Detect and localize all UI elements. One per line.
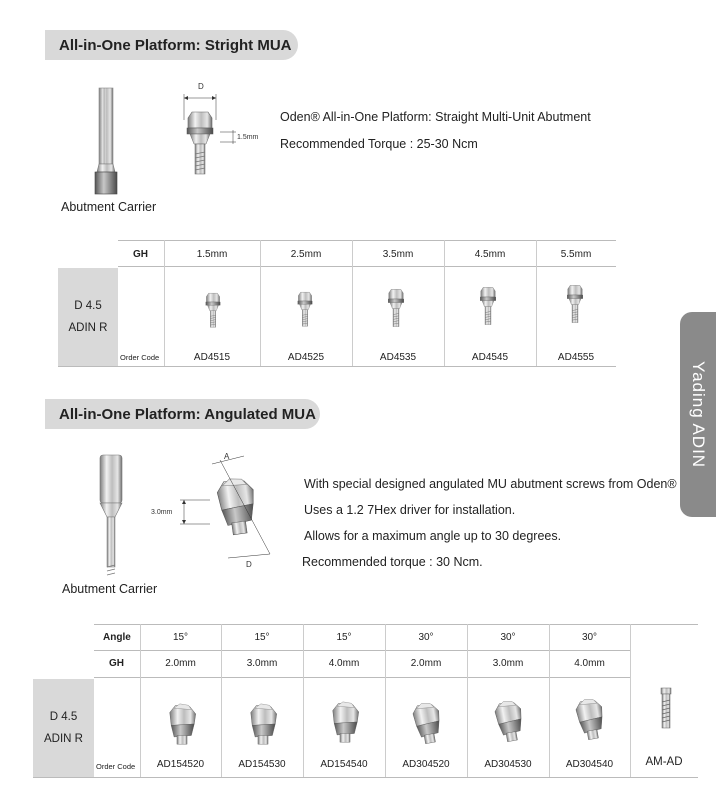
row-label-diameter: D 4.5 [74,300,102,312]
product-image-ad4555 [563,274,587,340]
section-title-text: All-in-One Platform: Angulated MUA [59,405,316,423]
order-code: AD4545 [471,352,509,363]
gh-value: 3.5mm [382,249,414,260]
table-rule [118,266,616,267]
row-label-block [58,268,118,366]
table-divider [303,624,304,777]
product-image-ad4545 [476,278,500,340]
order-code: AD304540 [565,759,614,770]
product-image-ad304540 [572,690,608,748]
table-divider [630,624,631,777]
table-divider [140,624,141,777]
description-line: With special designed angulated MU abutment screws from Oden® [304,477,677,491]
description-line: Recommended Torque : 25-30 Ncm [280,137,478,151]
dim-a-label: A [224,452,230,461]
angle-value: 15° [172,632,189,643]
table-rule [58,366,616,367]
product-image-ad154520 [164,700,200,748]
order-code: AD304520 [402,759,450,770]
section-title-straight-mua [45,30,298,60]
gh-value: 5.5mm [560,249,592,260]
order-code-label: Order Code [96,762,136,771]
angle-value: 30° [500,632,516,643]
gh-value: 3.0mm [492,658,524,669]
angle-value: 15° [254,632,270,643]
section-title-angulated-mua [45,399,320,429]
abutment-carrier-image [96,455,126,577]
table-rule [118,240,616,241]
table-rule [33,777,698,778]
angle-value: 15° [336,632,352,643]
side-brand-tab [680,312,716,517]
gh-value: 2.0mm [410,658,442,669]
order-code: AD4525 [287,352,325,363]
table-divider [549,624,550,777]
product-image-ad4535 [384,282,408,340]
description-line: Oden® All-in-One Platform: Straight Multi-Unit Abutment [280,110,591,124]
gh-value: 1.5mm [196,249,228,260]
angle-value: 30° [418,632,434,643]
order-code: AD154540 [320,759,368,770]
gh-value: 3.0mm [246,658,278,669]
order-code: AD304530 [484,759,532,770]
angulated-mua-diagram [176,450,276,575]
carrier-caption: Abutment Carrier [62,582,158,596]
gh-value: 4.0mm [574,658,605,669]
dim-d-label: D [246,560,252,569]
gh-value: 4.5mm [474,249,506,260]
carrier-caption: Abutment Carrier [61,200,157,214]
product-image-am-ad-screw [659,688,673,730]
order-code-am-ad: AM-AD [645,756,683,768]
gh-value: 4.0mm [328,658,360,669]
product-image-ad304530 [491,694,527,748]
table-rule [94,624,698,625]
product-image-ad304520 [409,698,445,748]
order-code: AD4535 [379,352,417,363]
gh-value: 2.0mm [165,658,196,669]
angle-header: Angle [103,632,131,643]
angle-value: 30° [581,632,598,643]
dim-height-label: 3.0mm [151,509,173,516]
product-image-ad4525 [294,286,316,338]
description-line: Allows for a maximum angle up to 30 degrees. [304,529,562,543]
description-line: Uses a 1.2 7Hex driver for installation. [304,503,516,517]
side-brand-text: Yading ADIN [689,360,708,469]
order-code: AD154530 [238,759,286,770]
row-label-diameter: D 4.5 [49,711,78,723]
order-code-label: Order Code [120,353,160,362]
gh-header: GH [133,249,148,260]
table-divider [467,624,468,777]
product-image-ad4515 [202,290,224,336]
gh-header: GH [109,658,124,669]
table-divider [221,624,222,777]
table-divider [385,624,386,777]
dim-height-label: 1.5mm [237,134,259,141]
description-line: Recommended torque : 30 Ncm. [302,555,483,569]
order-code: AD4515 [193,352,231,363]
order-code: AD4555 [557,352,595,363]
section-title-text: All-in-One Platform: Stright MUA [59,36,292,54]
row-label-block [33,679,94,777]
product-image-ad154530 [245,698,281,750]
product-image-ad154540 [327,694,363,750]
dim-d-label: D [198,82,204,91]
order-code: AD154520 [156,759,205,770]
row-label-platform: ADIN R [44,733,83,745]
gh-value: 2.5mm [290,249,322,260]
abutment-carrier-image [92,88,122,196]
row-label-platform: ADIN R [68,322,108,334]
